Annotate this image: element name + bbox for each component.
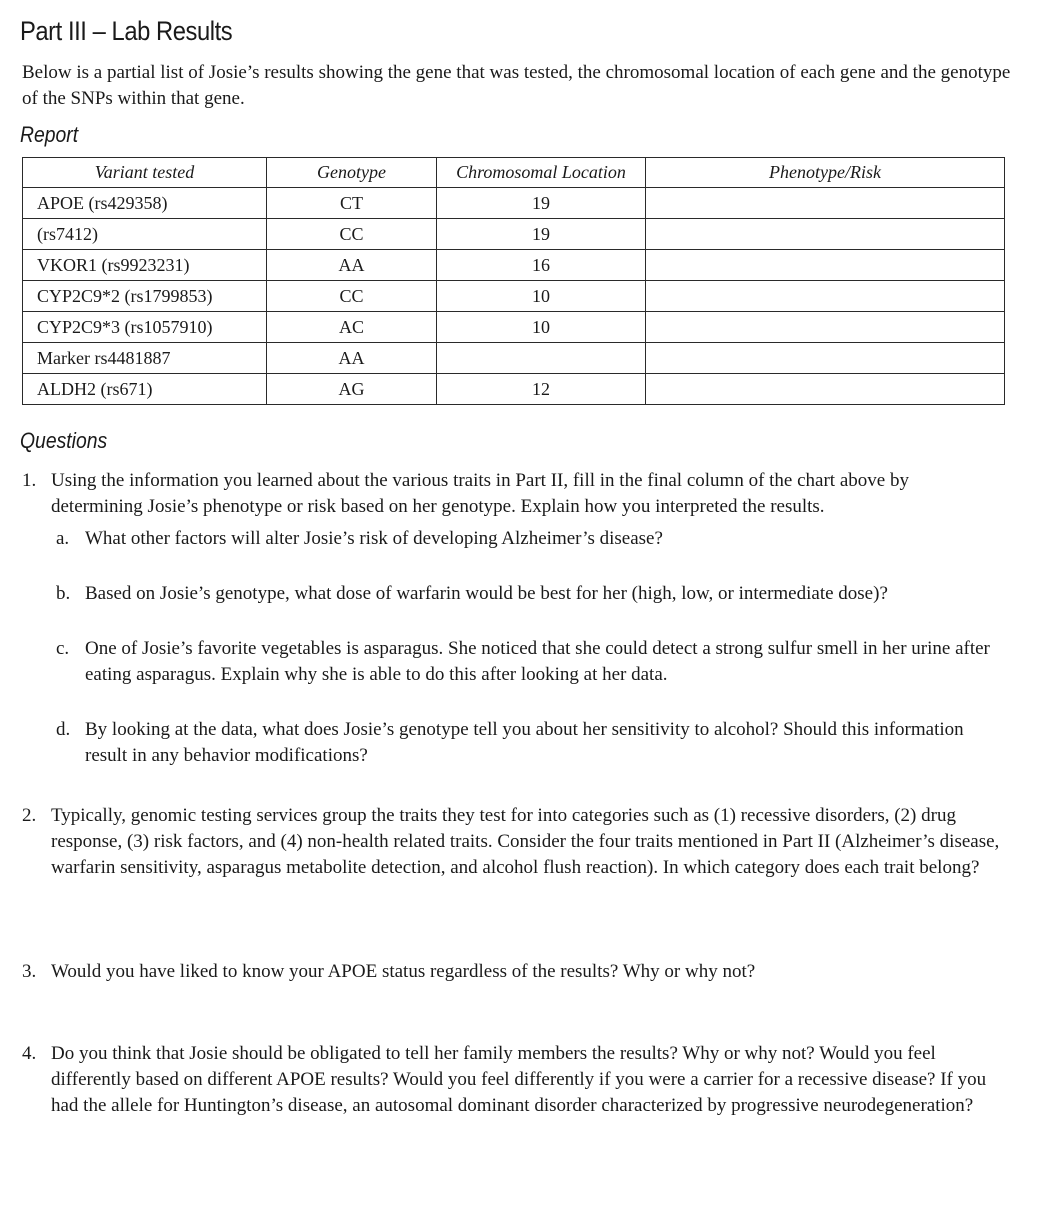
question-1 [22, 468, 1002, 520]
question-text: Based on Josie’s genotype, what dose of warfarin would be best for her (high, low, or intermediate dose)? [85, 583, 888, 604]
column-header-phenotype: Phenotype/Risk [646, 158, 1005, 188]
question-text: One of Josie’s favorite vegetables is asparagus. She noticed that she could detect a strong sulfur smell in her urine after eating asparagus. Explain why she is able to do this after looking at her data. [85, 638, 990, 685]
table-header-row [23, 158, 1005, 188]
question-number: a. [56, 528, 70, 549]
phenotype-cell[interactable] [646, 312, 1005, 343]
question-number: 2. [22, 805, 37, 826]
location-cell [437, 343, 646, 374]
question-3 [22, 959, 1012, 985]
variant-cell: APOE (rs429358) [23, 188, 267, 219]
table-row [23, 281, 1005, 312]
question-1d [56, 717, 1002, 769]
location-cell: 10 [437, 281, 646, 312]
column-header-genotype: Genotype [267, 158, 437, 188]
location-cell: 10 [437, 312, 646, 343]
variant-cell: (rs7412) [23, 219, 267, 250]
phenotype-cell[interactable] [646, 343, 1005, 374]
intro-paragraph: Below is a partial list of Josie’s results showing the gene that was tested, the chromosomal location of each gene and the genotype of the SNPs within that gene. [22, 62, 1011, 109]
question-number: 3. [22, 961, 37, 982]
table-row [23, 312, 1005, 343]
report-heading: Report [20, 122, 79, 147]
question-number: b. [56, 583, 71, 604]
genotype-cell: CC [267, 219, 437, 250]
question-text: Would you have liked to know your APOE status regardless of the results? Why or why not? [51, 961, 756, 982]
question-1a [56, 526, 1002, 552]
variant-cell: VKOR1 (rs9923231) [23, 250, 267, 281]
question-number: 1. [22, 470, 37, 491]
genotype-cell: AG [267, 374, 437, 405]
table-row [23, 219, 1005, 250]
variant-cell: ALDH2 (rs671) [23, 374, 267, 405]
page-title: Part III – Lab Results [20, 16, 233, 46]
questions-heading: Questions [20, 428, 108, 453]
location-cell: 19 [437, 219, 646, 250]
genotype-cell: AA [267, 250, 437, 281]
question-number: d. [56, 719, 71, 740]
phenotype-cell[interactable] [646, 374, 1005, 405]
question-number: c. [56, 638, 70, 659]
table-row [23, 374, 1005, 405]
phenotype-cell[interactable] [646, 219, 1005, 250]
table-row [23, 343, 1005, 374]
genotype-cell: AC [267, 312, 437, 343]
genotype-cell: AA [267, 343, 437, 374]
column-header-variant: Variant tested [23, 158, 267, 188]
variant-cell: Marker rs4481887 [23, 343, 267, 374]
phenotype-cell[interactable] [646, 188, 1005, 219]
question-1c [56, 636, 1002, 688]
variant-cell: CYP2C9*2 (rs1799853) [23, 281, 267, 312]
genotype-cell: CT [267, 188, 437, 219]
variant-cell: CYP2C9*3 (rs1057910) [23, 312, 267, 343]
question-text: What other factors will alter Josie’s risk of developing Alzheimer’s disease? [85, 528, 663, 549]
column-header-location: Chromosomal Location [437, 158, 646, 188]
genotype-cell: CC [267, 281, 437, 312]
question-4 [22, 1041, 1012, 1119]
location-cell: 16 [437, 250, 646, 281]
question-number: 4. [22, 1043, 37, 1064]
results-table [22, 157, 1005, 405]
location-cell: 12 [437, 374, 646, 405]
question-1b [56, 581, 1002, 607]
phenotype-cell[interactable] [646, 281, 1005, 312]
question-text: Using the information you learned about the various traits in Part II, fill in the final column of the chart above by determining Josie’s phenotype or risk based on her genotype. Explain how you interpreted the results. [51, 470, 909, 517]
question-2 [22, 803, 1012, 881]
phenotype-cell[interactable] [646, 250, 1005, 281]
question-text: By looking at the data, what does Josie’s genotype tell you about her sensitivity to alcohol? Should this information result in any behavior modifications? [85, 719, 964, 766]
table-row [23, 250, 1005, 281]
question-text: Do you think that Josie should be obligated to tell her family members the results? Why or why not? Would you feel differently based on different APOE results? Would you feel differently if you were a carrier for a recessive disease? If you had the allele for Huntington’s disease, an autosomal dominant disorder characterized by progressive neurodegeneration? [51, 1043, 987, 1116]
question-text: Typically, genomic testing services group the traits they test for into categories such as (1) recessive disorders, (2) drug response, (3) risk factors, and (4) non-health related traits. Consider the four traits mentioned in Part II (Alzheimer’s disease, warfarin sensitivity, asparagus metabolite detection, and alcohol flush reaction). In which category does each trait belong? [51, 805, 1000, 878]
table-row [23, 188, 1005, 219]
location-cell: 19 [437, 188, 646, 219]
